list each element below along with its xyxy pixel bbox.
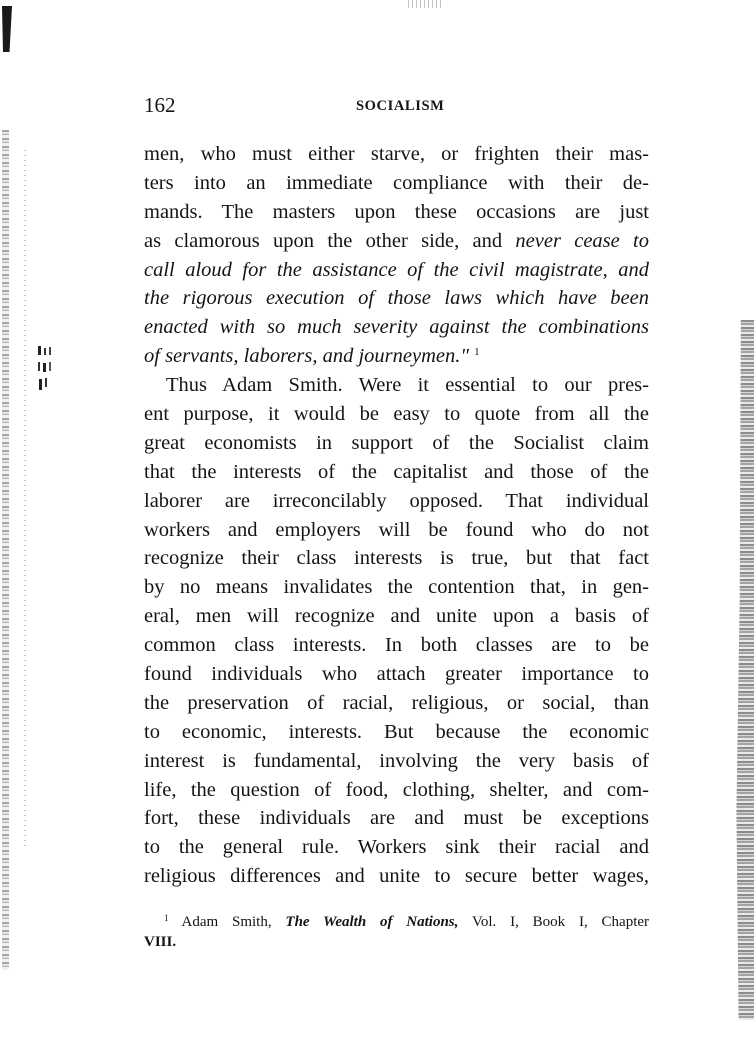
footnote (144, 912, 649, 952)
text-italic: never cease to (515, 229, 649, 252)
text-line: mands. The masters upon these occasions are just (144, 200, 649, 223)
text-line-italic: call aloud for the assistance of the civil magistrate, and (144, 258, 649, 281)
text-italic: of servants, laborers, and journeymen." (144, 345, 469, 368)
text-line: ters into an immediate compliance with their de- (144, 171, 649, 194)
text-line: ent purpose, it would be easy to quote from all the (144, 403, 649, 426)
text-line-italic: the rigorous execution of those laws which have been (144, 287, 649, 310)
footnote-marker: 1 (164, 913, 169, 923)
running-header (144, 92, 649, 118)
body-text (144, 140, 649, 891)
text-line-paragraph-start: Thus Adam Smith. Were it essential to our pres- (166, 374, 649, 397)
scan-artifact-top-left (2, 6, 12, 52)
text-line: laborer are irreconcilably opposed. That individual (144, 489, 649, 512)
text-line-italic-end (144, 342, 649, 371)
scan-artifact-margin-marks (36, 344, 60, 392)
text-line: fort, these individuals are and must be exceptions (144, 807, 649, 830)
text-line: recognize their class interests is true, but that fact (144, 547, 649, 570)
text-line: by no means invalidates the contention that, in gen- (144, 576, 649, 599)
text-line: eral, men will recognize and unite upon a basis of (144, 605, 649, 628)
text-line: to economic, interests. But because the economic (144, 720, 649, 743)
text-line-mixed (144, 227, 649, 256)
footnote-chapter: VIII. (144, 934, 177, 950)
text-line: that the interests of the capitalist and those of the (144, 460, 649, 483)
running-title: SOCIALISM (356, 98, 445, 114)
scan-artifact-right-edge (732, 320, 754, 1020)
text-line: common class interests. In both classes are to be (144, 634, 649, 657)
footnote-reference: 1 (474, 346, 480, 359)
text-roman: as clamorous upon the other side, and (144, 229, 503, 252)
text-line: life, the question of food, clothing, shelter, and com- (144, 778, 649, 801)
text-line: men, who must either starve, or frighten their mas- (144, 143, 649, 165)
footnote-author: Adam Smith, (181, 914, 272, 930)
footnote-line (144, 912, 649, 932)
text-line: found individuals who attach greater importance to (144, 663, 649, 686)
text-line: religious differences and unite to secure better wages, (144, 865, 649, 888)
text-line-italic: enacted with so much severity against the combinations (144, 316, 649, 339)
text-line: the preservation of racial, religious, or social, than (144, 691, 649, 714)
footnote-citation: Vol. I, Book I, Chapter (471, 914, 650, 930)
text-line: workers and employers will be found who do not (144, 518, 649, 541)
footnote-work-title: The Wealth of Nations, (285, 914, 459, 930)
text-line: to the general rule. Workers sink their racial and (144, 836, 649, 859)
text-line: great economists in support of the Socialist claim (144, 431, 649, 454)
scan-artifact-top-noise (408, 0, 442, 8)
text-line: interest is fundamental, involving the very basis of (144, 749, 649, 772)
page-number: 162 (144, 93, 176, 117)
scan-artifact-left-line (24, 150, 26, 850)
scan-artifact-left-spine (2, 130, 9, 970)
